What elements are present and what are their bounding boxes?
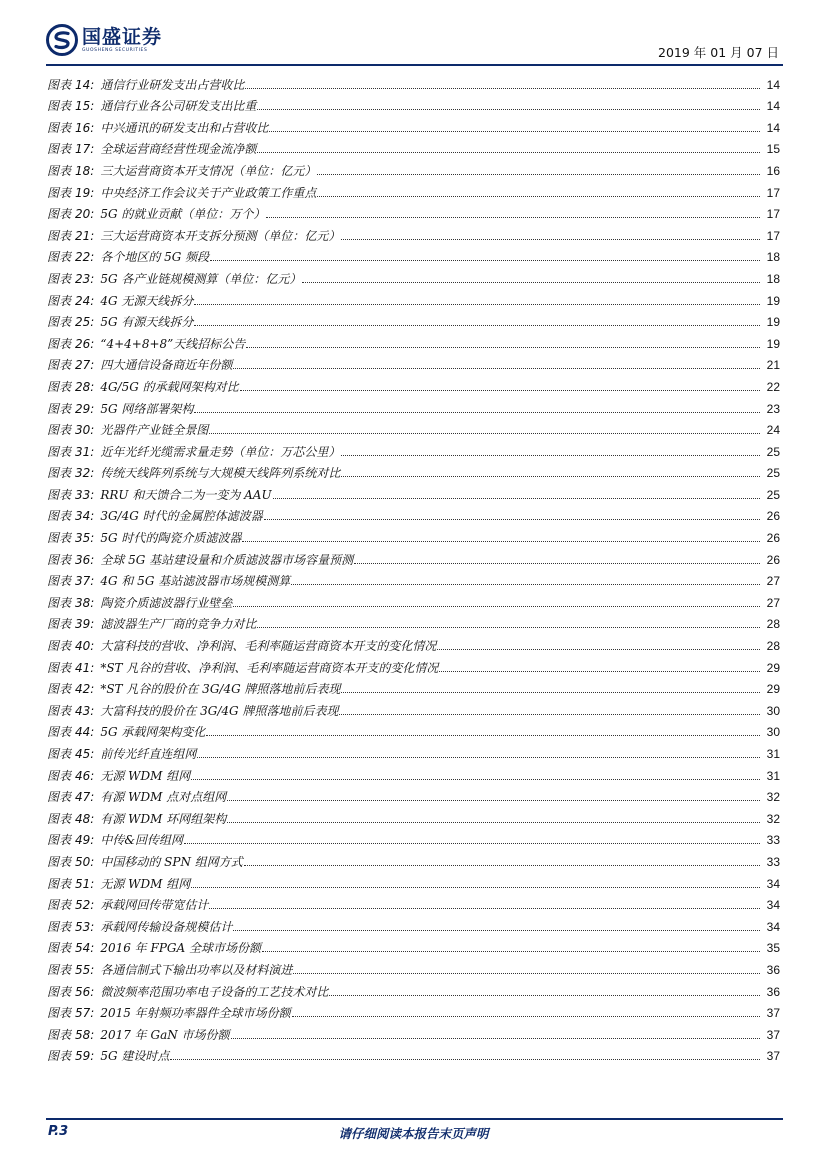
- toc-entry-label: 图表: [47, 639, 72, 654]
- toc-entry-title: 承载网回传带宽估计: [100, 898, 209, 913]
- toc-entry-page: 19: [766, 336, 780, 351]
- toc-entry[interactable]: [47, 546, 780, 568]
- toc-entry-number: 35:: [75, 531, 95, 546]
- toc-entry-page: 28: [766, 639, 780, 654]
- toc-entry[interactable]: [47, 352, 780, 374]
- toc-dot-leader: [273, 498, 760, 499]
- toc-entry-label: 图表: [47, 466, 72, 481]
- toc-entry-label: 图表: [47, 919, 72, 934]
- toc-entry-page: 19: [766, 315, 780, 330]
- toc-entry-number: 49:: [75, 833, 95, 848]
- toc-entry-number: 19:: [75, 185, 95, 200]
- toc-entry-page: 14: [766, 99, 780, 114]
- toc-dot-leader: [194, 412, 760, 413]
- toc-entry-label: 图表: [47, 703, 72, 718]
- toc-entry-label: 图表: [47, 120, 72, 135]
- toc-entry[interactable]: [47, 892, 780, 914]
- toc-entry-label: 图表: [47, 77, 72, 92]
- guosheng-logo-icon: [46, 24, 78, 56]
- toc-entry-page: 28: [766, 617, 780, 632]
- toc-entry[interactable]: [47, 93, 780, 115]
- toc-entry-label: 图表: [47, 984, 72, 999]
- toc-dot-leader: [184, 843, 760, 844]
- toc-entry[interactable]: [47, 762, 780, 784]
- toc-entry-page: 16: [766, 163, 780, 178]
- toc-entry-title: 5G 网络部署架构: [100, 401, 194, 416]
- toc-entry-title: 中国移动的 SPN 组网方式: [100, 854, 243, 869]
- toc-entry-title: 有源 WDM 环网组架构: [100, 811, 227, 826]
- toc-entry-label: 图表: [47, 790, 72, 805]
- toc-dot-leader: [233, 930, 760, 931]
- toc-entry-title: 全球运营商经营性现金流净额: [100, 142, 257, 157]
- toc-entry-number: 23:: [75, 271, 95, 286]
- toc-entry[interactable]: [47, 287, 780, 309]
- toc-entry-title: 前传光纤直连组网: [100, 747, 197, 761]
- toc-dot-leader: [341, 455, 760, 456]
- toc-entry-page: 31: [766, 768, 780, 783]
- toc-entry-label: 图表: [47, 423, 72, 438]
- toc-entry-number: 48:: [75, 811, 95, 826]
- toc-entry-page: 37: [766, 1049, 780, 1064]
- toc-entry-number: 44:: [75, 725, 95, 740]
- toc-entry-label: 图表: [47, 358, 72, 373]
- toc-dot-leader: [170, 1059, 760, 1060]
- toc-entry-title: 四大通信设备商近年份额: [100, 358, 233, 373]
- toc-entry-page: 26: [766, 531, 780, 546]
- toc-entry[interactable]: [47, 676, 780, 698]
- toc-dot-leader: [354, 563, 760, 564]
- toc-dot-leader: [227, 800, 760, 801]
- toc-entry-number: 30:: [75, 423, 95, 438]
- report-date: 2019 年 01 月 07 日: [658, 45, 779, 60]
- toc-dot-leader: [242, 541, 760, 542]
- toc-entry-page: 36: [766, 962, 780, 977]
- toc-entry[interactable]: [47, 697, 780, 719]
- toc-entry[interactable]: [47, 805, 780, 827]
- toc-entry-label: 图表: [47, 811, 72, 826]
- toc-dot-leader: [317, 196, 760, 197]
- toc-entry-page: 27: [766, 595, 780, 610]
- toc-entry-title: *ST 凡谷的股价在 3G/4G 牌照落地前后表现: [100, 682, 341, 697]
- toc-entry-page: 21: [766, 358, 780, 373]
- toc-entry-label: 图表: [47, 293, 72, 308]
- toc-dot-leader: [439, 671, 760, 672]
- toc-entry-label: 图表: [47, 854, 72, 869]
- toc-entry-page: 26: [766, 509, 780, 524]
- toc-entry-page: 25: [766, 487, 780, 502]
- toc-dot-leader: [262, 951, 760, 952]
- toc-entry[interactable]: [47, 956, 780, 978]
- toc-entry-number: 59:: [75, 1049, 95, 1064]
- toc-entry-page: 30: [766, 725, 780, 740]
- toc-entry-label: 图表: [47, 552, 72, 567]
- toc-dot-leader: [233, 606, 760, 607]
- toc-entry-number: 43:: [75, 703, 95, 718]
- toc-entry[interactable]: [47, 719, 780, 741]
- toc-entry-label: 图表: [47, 379, 72, 394]
- toc-dot-leader: [269, 131, 760, 132]
- toc-dot-leader: [233, 368, 760, 369]
- page-header: [0, 0, 827, 68]
- toc-dot-leader: [209, 908, 760, 909]
- toc-entry-label: 图表: [47, 833, 72, 848]
- toc-entry-number: 51:: [75, 876, 95, 891]
- toc-entry-number: 40:: [75, 639, 95, 654]
- toc-entry-label: 图表: [47, 99, 72, 114]
- toc-entry-title: 中传&回传组网: [100, 833, 184, 848]
- toc-entry-title: 三大运营商资本开支拆分预测（单位：亿元）: [100, 228, 341, 243]
- toc-entry-label: 图表: [47, 185, 72, 200]
- toc-entry-page: 17: [766, 207, 780, 222]
- toc-entry-page: 25: [766, 466, 780, 481]
- toc-entry-label: 图表: [47, 315, 72, 330]
- toc-entry-label: 图表: [47, 207, 72, 222]
- toc-dot-leader: [341, 476, 760, 477]
- toc-entry[interactable]: [47, 179, 780, 201]
- toc-entry[interactable]: [47, 222, 780, 244]
- toc-entry[interactable]: [47, 136, 780, 158]
- toc-entry-page: 24: [766, 423, 780, 438]
- toc-entry[interactable]: [47, 848, 780, 870]
- toc-entry[interactable]: [47, 417, 780, 439]
- company-name: 国盛证券: [82, 26, 163, 48]
- toc-dot-leader: [257, 109, 760, 110]
- toc-dot-leader: [245, 88, 760, 89]
- toc-entry-label: 图表: [47, 682, 72, 697]
- toc-entry-page: 14: [766, 77, 780, 92]
- toc-entry-number: 55:: [75, 962, 95, 977]
- toc-entry-page: 33: [766, 854, 780, 869]
- toc-dot-leader: [194, 325, 760, 326]
- toc-entry-label: 图表: [47, 574, 72, 589]
- toc-dot-leader: [437, 649, 760, 650]
- toc-entry-label: 图表: [47, 487, 72, 502]
- toc-dot-leader: [317, 174, 760, 175]
- toc-entry-label: 图表: [47, 228, 72, 243]
- page-number: P.3: [48, 1124, 69, 1139]
- toc-entry-title: 微波频率范围功率电子设备的工艺技术对比: [100, 984, 329, 999]
- toc-entry-title: 5G 有源天线拆分: [100, 315, 194, 330]
- toc-entry[interactable]: [47, 1021, 780, 1043]
- toc-dot-leader: [231, 1038, 760, 1039]
- toc-entry-number: 28:: [75, 379, 95, 394]
- toc-entry-number: 53:: [75, 919, 95, 934]
- toc-entry-number: 26:: [75, 336, 95, 351]
- toc-dot-leader: [197, 757, 760, 758]
- toc-entry-title: 5G 时代的陶瓷介质滤波器: [100, 531, 242, 546]
- toc-entry-number: 52:: [75, 898, 95, 913]
- toc-dot-leader: [341, 692, 760, 693]
- toc-entry-page: 23: [766, 401, 780, 416]
- toc-dot-leader: [194, 304, 760, 305]
- toc-entry-label: 图表: [47, 962, 72, 977]
- toc-entry-page: 17: [766, 185, 780, 200]
- toc-entry-number: 34:: [75, 509, 95, 524]
- toc-entry[interactable]: [47, 632, 780, 654]
- toc-entry-title: 中央经济工作会议关于产业政策工作重点: [100, 185, 317, 200]
- toc-entry-label: 图表: [47, 250, 72, 265]
- toc-dot-leader: [240, 390, 760, 391]
- toc-entry[interactable]: [47, 114, 780, 136]
- toc-entry-page: 22: [766, 379, 780, 394]
- toc-entry-number: 22:: [75, 250, 95, 265]
- toc-entry-title: 各个地区的 5G 频段: [100, 250, 210, 265]
- toc-entry-title: “4+4+8+8”天线招标公告: [100, 336, 246, 351]
- toc-entry[interactable]: [47, 913, 780, 935]
- toc-entry-number: 38:: [75, 595, 95, 610]
- toc-entry-page: 27: [766, 574, 780, 589]
- toc-entry-number: 58:: [75, 1027, 95, 1042]
- toc-entry-label: 图表: [47, 271, 72, 286]
- toc-entry-page: 36: [766, 984, 780, 999]
- toc-entry-title: 中兴通讯的研发支出和占营收比: [100, 120, 269, 135]
- toc-entry-page: 30: [766, 703, 780, 718]
- toc-entry-page: 15: [766, 142, 780, 157]
- toc-entry-title: 5G 的就业贡献（单位：万个）: [100, 207, 266, 222]
- toc-entry-number: 17:: [75, 142, 95, 157]
- toc-entry[interactable]: [47, 438, 780, 460]
- toc-entry-number: 37:: [75, 574, 95, 589]
- toc-dot-leader: [246, 347, 760, 348]
- toc-dot-leader: [191, 887, 760, 888]
- toc-entry-title: 2016 年 FPGA 全球市场份额: [100, 941, 261, 956]
- toc-entry-number: 14:: [75, 77, 95, 92]
- toc-entry-page: 31: [766, 747, 780, 761]
- toc-dot-leader: [209, 433, 760, 434]
- toc-entry-page: 29: [766, 682, 780, 697]
- toc-entry-page: 37: [766, 1006, 780, 1021]
- toc-entry-page: 29: [766, 660, 780, 675]
- toc-entry-label: 图表: [47, 660, 72, 675]
- toc-entry-number: 39:: [75, 617, 95, 632]
- toc-entry-number: 50:: [75, 854, 95, 869]
- toc-entry-number: 45:: [75, 747, 95, 761]
- toc-dot-leader: [292, 1016, 760, 1017]
- toc-dot-leader: [257, 627, 760, 628]
- toc-dot-leader: [266, 217, 760, 218]
- toc-entry-title: 各通信制式下输出功率以及材料演进: [100, 962, 293, 977]
- toc-entry-title: 无源 WDM 组网: [100, 768, 191, 783]
- toc-entry-title: *ST 凡谷的营收、净利润、毛利率随运营商资本开支的变化情况: [100, 660, 439, 675]
- toc-entry-number: 57:: [75, 1006, 95, 1021]
- toc-entry-label: 图表: [47, 401, 72, 416]
- toc-entry-label: 图表: [47, 1006, 72, 1021]
- toc-entry-label: 图表: [47, 336, 72, 351]
- toc-entry[interactable]: [47, 265, 780, 287]
- toc-entry-label: 图表: [47, 444, 72, 459]
- toc-entry-title: RRU 和天馈合二为一变为 AAU: [100, 487, 272, 502]
- toc-entry-page: 25: [766, 444, 780, 459]
- toc-dot-leader: [227, 822, 760, 823]
- toc-dot-leader: [244, 865, 760, 866]
- toc-entry-number: 21:: [75, 228, 95, 243]
- toc-entry-number: 36:: [75, 552, 95, 567]
- toc-entry-page: 34: [766, 876, 780, 891]
- toc-entry[interactable]: [47, 157, 780, 179]
- toc-entry[interactable]: [47, 870, 780, 892]
- toc-entry-label: 图表: [47, 163, 72, 178]
- toc-dot-leader: [341, 239, 760, 240]
- toc-entry-page: 34: [766, 898, 780, 913]
- toc-dot-leader: [302, 282, 760, 283]
- toc-entry-title: 大富科技的股价在 3G/4G 牌照落地前后表现: [100, 703, 339, 718]
- toc-entry-title: 5G 承载网架构变化: [100, 725, 206, 740]
- toc-entry-title: 5G 各产业链规模测算（单位：亿元）: [100, 271, 302, 286]
- toc-entry-label: 图表: [47, 941, 72, 956]
- toc-entry[interactable]: [47, 460, 780, 482]
- toc-entry-title: 5G 建设时点: [100, 1049, 170, 1064]
- toc-entry-label: 图表: [47, 876, 72, 891]
- toc-entry-number: 33:: [75, 487, 95, 502]
- toc-entry[interactable]: [47, 309, 780, 331]
- toc-entry-page: 34: [766, 919, 780, 934]
- toc-entry-label: 图表: [47, 509, 72, 524]
- toc-entry-number: 18:: [75, 163, 95, 178]
- toc-entry-label: 图表: [47, 768, 72, 783]
- toc-entry-title: 滤波器生产厂商的竞争力对比: [100, 617, 257, 632]
- toc-entry-label: 图表: [47, 1027, 72, 1042]
- toc-entry-page: 18: [766, 271, 780, 286]
- toc-entry-number: 41:: [75, 660, 95, 675]
- figure-index-list: [47, 71, 780, 1064]
- toc-entry[interactable]: [47, 71, 780, 93]
- toc-entry-title: 陶瓷介质滤波器行业壁垒: [100, 595, 233, 610]
- toc-entry-title: 通信行业各公司研发支出比重: [100, 99, 257, 114]
- toc-entry-number: 25:: [75, 315, 95, 330]
- toc-entry-number: 46:: [75, 768, 95, 783]
- toc-entry-number: 29:: [75, 401, 95, 416]
- toc-entry-title: 有源 WDM 点对点组网: [100, 790, 227, 805]
- toc-entry-page: 33: [766, 833, 780, 848]
- toc-entry-number: 16:: [75, 120, 95, 135]
- toc-entry-title: 4G 无源天线拆分: [100, 293, 194, 308]
- toc-entry[interactable]: [47, 827, 780, 849]
- disclaimer-note: 请仔细阅读本报告末页声明: [338, 1126, 489, 1141]
- company-logo: [46, 24, 162, 56]
- toc-dot-leader: [206, 735, 760, 736]
- toc-entry-label: 图表: [47, 898, 72, 913]
- toc-entry-number: 47:: [75, 790, 95, 805]
- toc-entry-page: 17: [766, 228, 780, 243]
- toc-entry-title: 2015 年射频功率器件全球市场份额: [100, 1006, 291, 1021]
- toc-entry-label: 图表: [47, 617, 72, 632]
- toc-entry-label: 图表: [47, 595, 72, 610]
- company-name-en: GUOSHENG SECURITIES: [82, 48, 148, 53]
- toc-entry-title: 传统天线阵列系统与大规模天线阵列系统对比: [100, 466, 341, 481]
- toc-entry-number: 56:: [75, 984, 95, 999]
- toc-entry[interactable]: [47, 330, 780, 352]
- toc-entry[interactable]: [47, 654, 780, 676]
- toc-entry-number: 32:: [75, 466, 95, 481]
- toc-entry[interactable]: [47, 1000, 780, 1022]
- toc-entry-page: 18: [766, 250, 780, 265]
- toc-entry[interactable]: [47, 1043, 780, 1065]
- toc-entry-label: 图表: [47, 725, 72, 740]
- toc-entry[interactable]: [47, 784, 780, 806]
- toc-dot-leader: [210, 260, 760, 261]
- toc-entry[interactable]: [47, 244, 780, 266]
- toc-entry[interactable]: [47, 201, 780, 223]
- toc-dot-leader: [329, 995, 760, 996]
- toc-entry-page: 37: [766, 1027, 780, 1042]
- toc-entry-title: 2017 年 GaN 市场份额: [100, 1027, 230, 1042]
- toc-entry[interactable]: [47, 373, 780, 395]
- toc-entry[interactable]: [47, 481, 780, 503]
- toc-dot-leader: [191, 779, 760, 780]
- toc-entry-number: 24:: [75, 293, 95, 308]
- toc-entry[interactable]: [47, 611, 780, 633]
- toc-entry-page: 14: [766, 120, 780, 135]
- toc-entry-label: 图表: [47, 747, 72, 761]
- toc-entry-page: 19: [766, 293, 780, 308]
- toc-entry-page: 35: [766, 941, 780, 956]
- toc-dot-leader: [264, 519, 760, 520]
- footer-divider: [46, 1118, 783, 1120]
- toc-entry-title: 3G/4G 时代的金属腔体滤波器: [100, 509, 263, 524]
- toc-entry-title: 4G 和 5G 基站滤波器市场规模测算: [100, 574, 291, 589]
- toc-entry[interactable]: [47, 740, 780, 762]
- toc-entry[interactable]: [47, 935, 780, 957]
- toc-entry[interactable]: [47, 503, 780, 525]
- toc-entry-number: 31:: [75, 444, 95, 459]
- toc-entry-title: 光器件产业链全景图: [100, 423, 209, 438]
- toc-entry-title: 大富科技的营收、净利润、毛利率随运营商资本开支的变化情况: [100, 639, 437, 654]
- toc-entry[interactable]: [47, 524, 780, 546]
- toc-entry-label: 图表: [47, 1049, 72, 1064]
- toc-entry[interactable]: [47, 395, 780, 417]
- toc-entry-number: 15:: [75, 99, 95, 114]
- toc-entry-title: 无源 WDM 组网: [100, 876, 191, 891]
- toc-entry-title: 承载网传输设备规模估计: [100, 919, 233, 934]
- toc-entry-title: 三大运营商资本开支情况（单位：亿元）: [100, 163, 317, 178]
- toc-entry[interactable]: [47, 978, 780, 1000]
- toc-dot-leader: [339, 714, 760, 715]
- toc-entry-number: 42:: [75, 682, 95, 697]
- toc-entry[interactable]: [47, 568, 780, 590]
- toc-entry-title: 全球 5G 基站建设量和介质滤波器市场容量预测: [100, 552, 354, 567]
- toc-entry-page: 26: [766, 552, 780, 567]
- toc-entry-number: 27:: [75, 358, 95, 373]
- toc-entry[interactable]: [47, 589, 780, 611]
- toc-entry-number: 20:: [75, 207, 95, 222]
- toc-entry-title: 近年光纤光缆需求量走势（单位：万芯公里）: [100, 444, 341, 459]
- toc-entry-title: 通信行业研发支出占营收比: [100, 77, 245, 92]
- toc-entry-label: 图表: [47, 531, 72, 546]
- toc-dot-leader: [257, 152, 760, 153]
- toc-entry-number: 54:: [75, 941, 95, 956]
- toc-entry-page: 32: [766, 811, 780, 826]
- toc-entry-title: 4G/5G 的承载网架构对比: [100, 379, 239, 394]
- toc-dot-leader: [291, 584, 760, 585]
- toc-dot-leader: [293, 973, 760, 974]
- toc-entry-label: 图表: [47, 142, 72, 157]
- header-divider: [46, 64, 783, 66]
- toc-entry-page: 32: [766, 790, 780, 805]
